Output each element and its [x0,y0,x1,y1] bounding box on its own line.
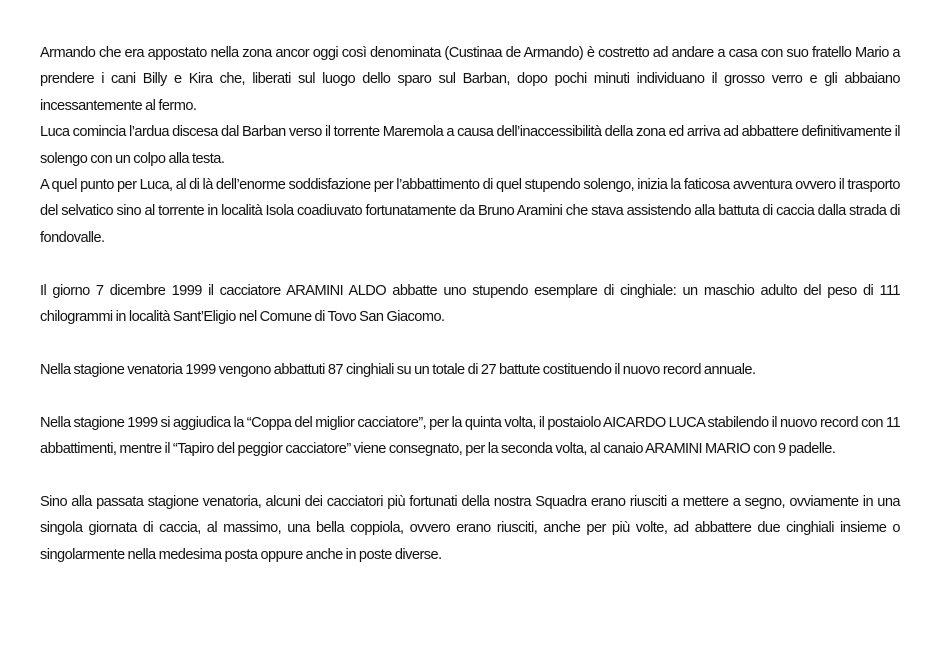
paragraph-gap [40,383,900,409]
paragraph-aramini-aldo: Il giorno 7 dicembre 1999 il cacciatore ARAMINI ALDO abbatte uno stupendo esemplare di cinghiale: un maschio adulto del peso di 111 chilogrammi in località Sant’Eligio nel Comune di Tovo San Giacomo. [40,282,900,326]
paragraph-season-record: Nella stagione venatoria 1999 vengono abbattuti 87 cinghiali su un totale di 27 battute costituendo il nuovo record annuale. [40,361,756,378]
paragraph-gap [40,462,900,488]
paragraph-gap [40,251,900,277]
paragraph-gap [40,330,900,356]
paragraph-awards: Nella stagione 1999 si aggiudica la “Coppa del miglior cacciatore”, per la quinta volta, il postaiolo AICARDO LUCA stabilendo il nuovo record con 11 abbattimenti, mentre il “Tapiro del peggior cacciatore” viene consegnato, per la seconda volta, al canaio ARAMINI MARIO con 9 padelle. [40,414,901,458]
paragraph-transport: A quel punto per Luca, al di là dell’enorme soddisfazione per l’abbattimento di quel stupendo solengo, inizia la faticosa avventura ovvero il trasporto del selvatico sino al torrente in località Isola coadiuvato fortunatamente da Bruno Aramini che stava assistendo alla battuta di caccia dalla strada di fondovalle. [40,177,900,246]
paragraph-luca-descent: Luca comincia l’ardua discesa dal Barban verso il torrente Maremola a causa dell’inaccessibilità della zona ed arriva ad abbattere definitivamente il solengo con un colpo alla testa. [40,124,900,167]
paragraph-armando: Armando che era appostato nella zona ancor oggi così denominata (Custinaa de Armando) è costretto ad andare a casa con suo fratello Mario a prendere i cani Billy e Kira che, liberati sul luogo dello sparo sul Barban, dopo pochi minuti individuano il grosso verro e gli abbaiano incessantemente al fermo. [40,45,900,114]
document-page [40,40,900,568]
paragraph-past-season: Sino alla passata stagione venatoria, alcuni dei cacciatori più fortunati della nostra Squadra erano riusciti a mettere a segno, ovviamente in una singola giornata di caccia, al massimo, una bella coppiola, ovvero erano riusciti, anche per più volte, ad abbattere due cinghiali insieme o singolarmente nella medesima posta oppure anche in poste diverse. [40,493,900,563]
